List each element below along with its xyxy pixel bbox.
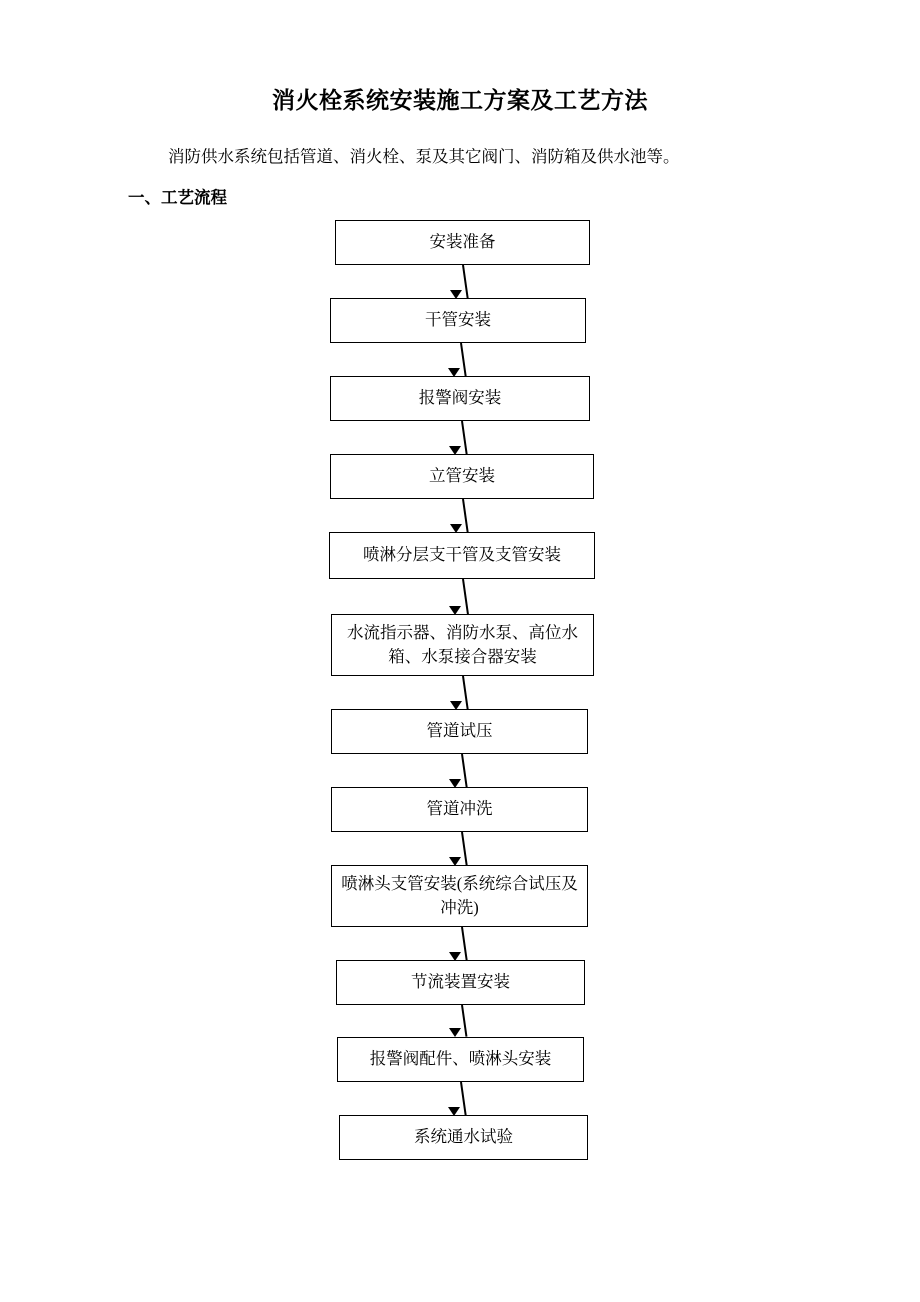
flow-node-label: 管道冲洗 (426, 799, 493, 819)
flow-node-label: 报警阀安装 (418, 388, 502, 408)
flow-connector-3-4 (461, 421, 467, 455)
flow-connector-7-8 (461, 754, 467, 788)
flow-connector-11-12 (460, 1082, 466, 1116)
flow-node-label: 管道试压 (426, 721, 493, 741)
flow-node-8 (331, 787, 588, 832)
flow-node-label: 安装准备 (429, 232, 496, 252)
flow-node-label: 喷淋头支管安装(系统综合试压及冲洗) (341, 873, 578, 917)
flow-connector-1-2 (462, 265, 468, 299)
flow-connector-9-10 (461, 927, 467, 961)
flow-node-5 (329, 532, 595, 579)
flow-node-4 (330, 454, 594, 499)
flow-node-2 (330, 298, 586, 343)
flow-node-label: 系统通水试验 (414, 1127, 513, 1147)
flow-connector-10-11 (461, 1005, 467, 1037)
flow-connector-2-3 (460, 343, 466, 377)
flow-node-label: 立管安装 (429, 466, 495, 486)
flow-node-1 (335, 220, 590, 265)
flow-node-label: 水流指示器、消防水泵、高位水箱、水泵接合器安装 (347, 622, 578, 666)
flow-connector-8-9 (461, 832, 467, 866)
flow-node-7 (331, 709, 588, 754)
flow-node-label: 干管安装 (425, 310, 491, 330)
flow-arrow-10-11 (449, 1028, 461, 1037)
intro-paragraph: 消防供水系统包括管道、消火栓、泵及其它阀门、消防箱及供水池等。 (168, 147, 680, 166)
flow-connector-6-7 (462, 676, 468, 710)
section-heading: 一、工艺流程 (128, 188, 227, 207)
page-title: 消火栓系统安装施工方案及工艺方法 (272, 87, 648, 113)
flow-node-3 (330, 376, 590, 421)
flow-node-6 (331, 614, 594, 676)
flow-connector-5-6 (462, 579, 469, 615)
flow-node-label: 喷淋分层支干管及支管安装 (363, 545, 561, 565)
flow-node-12 (339, 1115, 588, 1160)
flow-node-label: 节流装置安装 (411, 972, 510, 992)
flow-node-10 (336, 960, 585, 1005)
flow-node-label: 报警阀配件、喷淋头安装 (369, 1049, 552, 1069)
flow-connector-4-5 (462, 499, 468, 533)
flow-node-9 (331, 865, 588, 927)
flow-node-11 (337, 1037, 584, 1082)
